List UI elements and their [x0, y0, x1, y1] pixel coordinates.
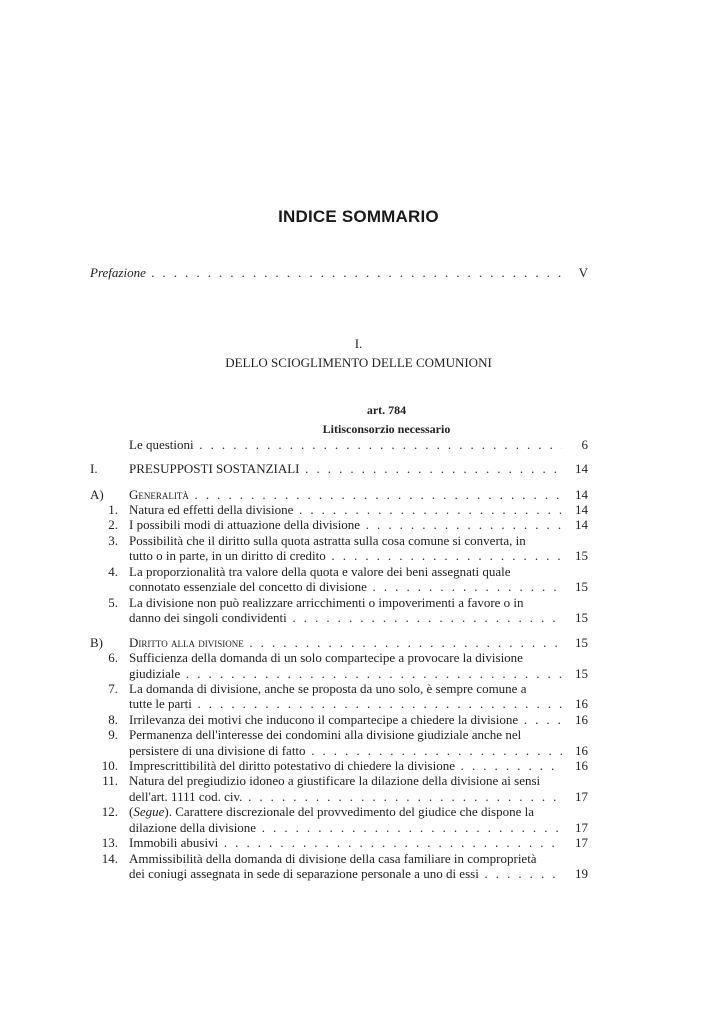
toc-entry-label-line1: Possibilità che il diritto sulla quota astratta sulla cosa comune si converta, in	[129, 533, 526, 548]
toc-entry-preface[interactable]	[90, 265, 588, 281]
toc-entry-6[interactable]	[90, 650, 588, 666]
toc-entry-page: 16	[575, 712, 588, 727]
toc-entry-1[interactable]	[90, 502, 588, 518]
toc-entry-number: 4.	[108, 564, 118, 579]
toc-entry-number: 2.	[108, 517, 118, 532]
toc-entry-page: 14	[575, 502, 588, 517]
toc-entry-11-cont[interactable]	[90, 789, 588, 805]
toc-entry-7[interactable]	[90, 681, 588, 697]
toc-entry-label-line1: La proporzionalità tra valore della quota e valore dei beni assegnati quale	[129, 564, 511, 579]
toc-entry-7-cont[interactable]	[90, 696, 588, 712]
toc-entry-label-line2: dilazione della divisione . . .	[129, 820, 562, 836]
toc-entry-label: I possibili modi di attuazione della divisione . . .	[129, 517, 562, 533]
toc-entry-10[interactable]	[90, 758, 588, 774]
toc-entry-page: 17	[575, 789, 588, 804]
toc-entry-page: 14	[575, 461, 588, 476]
toc-entry-label-line2: dell'art. 1111 cod. civ. . . .	[129, 789, 562, 805]
toc-entry-page: 16	[575, 743, 588, 758]
toc-entry-page: 6	[581, 437, 588, 452]
toc-entry-page: 14	[575, 487, 588, 502]
toc-entry-label: Generalità . . .	[129, 487, 562, 503]
toc-entry-12-cont[interactable]	[90, 820, 588, 836]
part-title: DELLO SCIOGLIMENTO DELLE COMUNIONI	[225, 355, 492, 370]
toc-entry-number: 7.	[108, 681, 118, 696]
toc-entry-14[interactable]	[90, 851, 588, 867]
toc-section-b[interactable]	[90, 635, 588, 651]
article-title: Litisconsorzio necessario	[322, 422, 451, 436]
toc-entry-questioni[interactable]	[90, 437, 588, 453]
toc-entry-label-line1: Sufficienza della domanda di un solo compartecipe a provocare la divisione	[129, 650, 523, 665]
toc-entry-12[interactable]	[90, 804, 588, 820]
toc-entry-number: 10.	[101, 758, 118, 773]
toc-entry-page: 15	[575, 610, 588, 625]
toc-entry-page: 15	[575, 548, 588, 563]
toc-entry-page: V	[578, 265, 588, 280]
toc-entry-page: 16	[575, 758, 588, 773]
toc-entry-2[interactable]	[90, 517, 588, 533]
toc-entry-number: 6.	[108, 650, 118, 665]
toc-entry-label-line1: Permanenza dell'interesse dei condomini alla divisione giudiziale anche nel	[129, 727, 522, 742]
toc-entry-label: Prefazione . . .	[90, 265, 562, 281]
toc-entry-label-line2: persistere di una divisione di fatto . . .	[129, 743, 562, 759]
toc-entry-label-line2: tutto o in parte, in un diritto di credito . . .	[129, 548, 562, 564]
toc-entry-number: 11.	[102, 773, 118, 788]
toc-entry-label-line1: La domanda di divisione, anche se proposta da uno solo, è sempre comune a	[129, 681, 527, 696]
toc-entry-label: Diritto alla divisione . . .	[129, 635, 562, 651]
toc-entry-page: 15	[575, 666, 588, 681]
toc-entry-page: 15	[575, 579, 588, 594]
toc-entry-4-cont[interactable]	[90, 579, 588, 595]
toc-entry-3[interactable]	[90, 533, 588, 549]
toc-entry-label-line2: giudiziale . . .	[129, 666, 562, 682]
toc-entry-number: 9.	[108, 727, 118, 742]
toc-entry-8[interactable]	[90, 712, 588, 728]
toc-entry-label: Irrilevanza dei motivi che inducono il compartecipe a chiedere la divisione . . .	[129, 712, 562, 728]
toc-section-a[interactable]	[90, 487, 588, 503]
toc-entry-label: Le questioni . . .	[129, 437, 562, 453]
toc-entry-page: 17	[575, 820, 588, 835]
toc-entry-label: Imprescrittibilità del diritto potestativo di chiedere la divisione . . .	[129, 758, 562, 774]
toc-entry-label-line1: Natura del pregiudizio idoneo a giustificare la dilazione della divisione ai sensi	[129, 773, 541, 788]
toc-entry-3-cont[interactable]	[90, 548, 588, 564]
part-number: I.	[354, 336, 363, 351]
toc-entry-number: 5.	[108, 595, 118, 610]
article-number: art. 784	[366, 403, 407, 417]
toc-entry-label-line1: Ammissibilità della domanda di divisione della casa familiare in comproprietà	[129, 851, 537, 866]
toc-entry-presupposti[interactable]	[90, 461, 588, 477]
toc-entry-label-line2: connotato essenziale del concetto di divisione . . .	[129, 579, 562, 595]
toc-entry-page: 16	[575, 696, 588, 711]
toc-entry-11[interactable]	[90, 773, 588, 789]
toc-entry-label: Natura ed effetti della divisione . . .	[129, 502, 562, 518]
toc-entry-number: I.	[90, 461, 98, 476]
toc-entry-label-line1: La divisione non può realizzare arricchimenti o impoverimenti a favore o in	[129, 595, 524, 610]
toc-entry-4[interactable]	[90, 564, 588, 580]
toc-entry-9[interactable]	[90, 727, 588, 743]
toc-entry-9-cont[interactable]	[90, 743, 588, 759]
toc-entry-page: 14	[575, 517, 588, 532]
segue-label: Segue	[133, 804, 165, 819]
toc-entry-number: B)	[90, 635, 103, 650]
toc-entry-page: 15	[575, 635, 588, 650]
toc-entry-number: 12.	[101, 804, 118, 819]
toc-entry-number: 13.	[101, 835, 118, 850]
toc-entry-page: 17	[575, 835, 588, 850]
toc-entry-13[interactable]	[90, 835, 588, 851]
toc-entry-label-rest: ). Carattere discrezionale del provvedimento del giudice che dispone la	[164, 804, 535, 819]
toc-entry-number: 1.	[108, 502, 118, 517]
page-title: INDICE SOMMARIO	[278, 207, 439, 226]
toc-entry-6-cont[interactable]	[90, 666, 588, 682]
toc-entry-number: 14.	[101, 851, 118, 866]
toc-entry-label-line2: tutte le parti . . .	[129, 696, 562, 712]
toc-entry-14-cont[interactable]	[90, 866, 588, 882]
toc-entry-label-line2: danno dei singoli condividenti . . .	[129, 610, 562, 626]
toc-entry-label-line1: (Segue). Carattere discrezionale del provvedimento del giudice che dispone la	[129, 804, 535, 819]
toc-entry-number: 8.	[108, 712, 118, 727]
toc-entry-5-cont[interactable]	[90, 610, 588, 626]
toc-entry-label-line2: dei coniugi assegnata in sede di separazione personale a uno di essi . . .	[129, 866, 562, 882]
toc-entry-page: 19	[575, 866, 588, 881]
toc-entry-label: PRESUPPOSTI SOSTANZIALI . . .	[129, 461, 562, 477]
toc-entry-number: A)	[90, 487, 104, 502]
toc-entry-label: Immobili abusivi . . .	[129, 835, 562, 851]
toc-entry-number: 3.	[108, 533, 118, 548]
toc-entry-5[interactable]	[90, 595, 588, 611]
